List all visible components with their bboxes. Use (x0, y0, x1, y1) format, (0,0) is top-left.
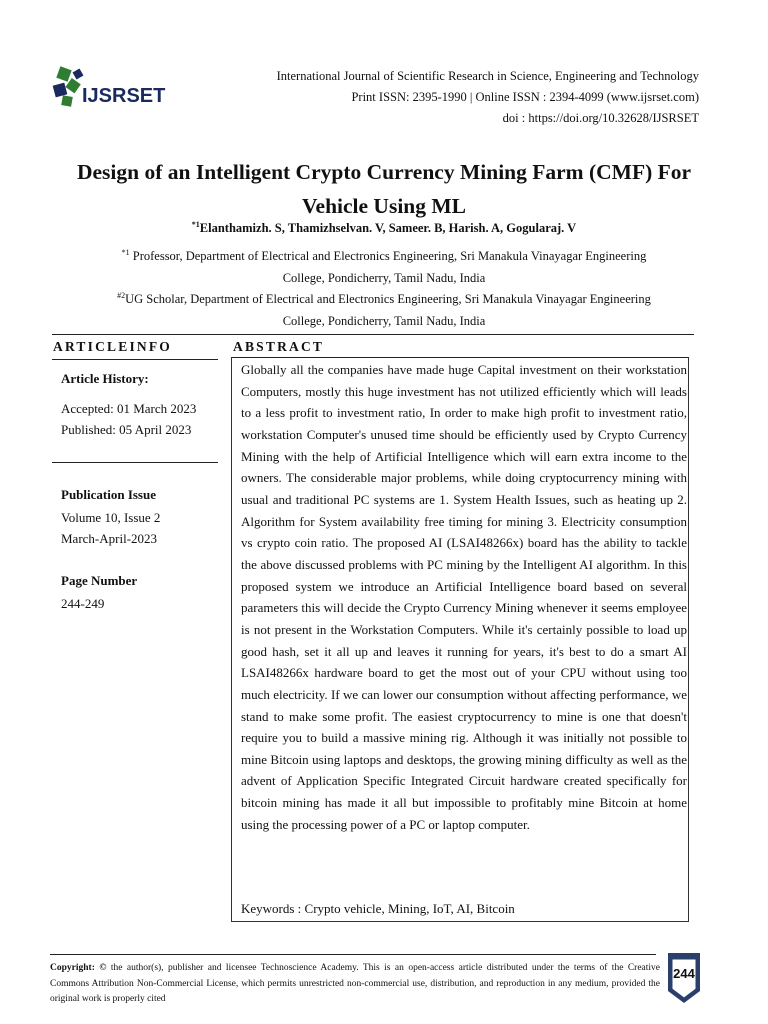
affiliation-2-line-2: College, Pondicherry, Tamil Nadu, India (282, 314, 486, 329)
page-number: 244 (673, 966, 695, 981)
abstract-heading: ABSTRACT (233, 339, 325, 354)
accepted-date: Accepted: 01 March 2023 (61, 401, 197, 416)
authors-text: Elanthamizh. S, Thamizhselvan. V, Sameer. B, Harish. A, Gogularaj. V (199, 221, 577, 236)
title-line-1: Design of an Intelligent Crypto Currency Mining Farm (CMF) For (76, 160, 692, 184)
article-dates (61, 398, 196, 440)
footer-divider (50, 954, 656, 955)
logo-icon (52, 66, 172, 110)
title-line-2: Vehicle Using ML (301, 194, 467, 218)
logo-text: IJSRSET (82, 85, 166, 107)
affiliation-1 (40, 242, 728, 289)
top-divider (52, 334, 694, 335)
doi-line[interactable]: doi : https://doi.org/10.32628/IJSRSET (502, 111, 699, 125)
issn-line: Print ISSN: 2395-1990 | Online ISSN : 2394-4099 (www.ijsrset.com) (351, 90, 699, 104)
affiliation-2-line-1: UG Scholar, Department of Electrical and Electronics Engineering, Sri Manakula Vinayagar Engineering (125, 292, 651, 307)
author-mark: *1 (191, 220, 200, 229)
journal-header (277, 66, 699, 129)
article-history-label: Article History: (61, 371, 149, 386)
page-range: 244-249 (61, 596, 105, 611)
copyright-symbol: © (99, 963, 107, 973)
journal-logo (52, 66, 172, 110)
abstract-text: Globally all the companies have made huge Capital investment on their workstation Computers, mostly this huge investment has not utilized efficiently which will leads to a less profit to investment ratio, In order to make high profit to investment ratio, workstation Computer's unused time should be efficiently used by Crypto Currency Mining with the help of Artificial Intelligence which will earn extra income to the owners. The considerable major problems, while doing cryptocurrency mining with usual and traditional PC systems are 1. System Health Issues, such as heating up 2. Algorithm for System availability free timing for mining 3. Electricity consumption vs crypto coin ratio. The proposed AI (LSAI48266x) board has the ability to tackle the above discussed problems with PC mining by the Intelligent AI algorithm. In this proposed system we introduce an Artificial Intelligence board based on several parameters this will decide the Crypto Currency Mining whenever it seems employee is not present in the Workstation Computers. While it's certainly possible to load up good hash, set it all up and leaves it running for years, it's best to do a smart AI LSAI48266x hardware board to get the most out of your CPU without using too much electricity. If we can lower our consumption without affecting performance, we stand to make some profit. The easiest cryptocurrency to mine is one that doesn't require you to build a massive mining rig. Although it was initially not possible to mine Bitcoin using laptops and desktops, the growing mining difficulty as well as the advent of Application Specific Integrated Circuit hardware created specifically for bitcoin mining has made it all but impossible to profitably mine Bitcoin at home using the processing power of a PC or laptop computer. (241, 362, 687, 832)
author-list (40, 220, 728, 236)
volume-issue: Volume 10, Issue 2 (61, 510, 161, 525)
history-divider (52, 462, 218, 463)
article-info-rule (52, 359, 218, 360)
copyright-text: the author(s), publisher and licensee Technoscience Academy. This is an open-access article distributed under the terms of the Creative Commons Attribution Non-Commercial License, which permits unrestricted non-commercial use, distribution, and reproduction in any medium, provided the original work is properly cited (50, 963, 661, 1004)
affiliation-2 (40, 285, 728, 332)
publication-issue-label: Publication Issue (61, 487, 156, 502)
affiliation-1-line-2: College, Pondicherry, Tamil Nadu, India (282, 271, 486, 286)
journal-name: International Journal of Scientific Research in Science, Engineering and Technology (276, 69, 699, 83)
article-title (40, 155, 728, 223)
article-info-heading: ARTICLEINFO (53, 339, 172, 354)
affiliation-mark-1: *1 (121, 248, 130, 257)
copyright-label: Copyright: (50, 963, 95, 973)
published-date: Published: 05 April 2023 (61, 422, 192, 437)
affiliation-mark-2: #2 (117, 291, 126, 300)
page-number-label: Page Number (61, 573, 138, 588)
publication-issue (61, 507, 160, 549)
issue-months: March-April-2023 (61, 531, 158, 546)
copyright-notice (50, 961, 660, 1008)
affiliation-1-line-1: Professor, Department of Electrical and Electronics Engineering, Sri Manakula Vinayagar Engineering (132, 249, 647, 264)
keywords: Keywords : Crypto vehicle, Mining, IoT, AI, Bitcoin (241, 901, 515, 916)
